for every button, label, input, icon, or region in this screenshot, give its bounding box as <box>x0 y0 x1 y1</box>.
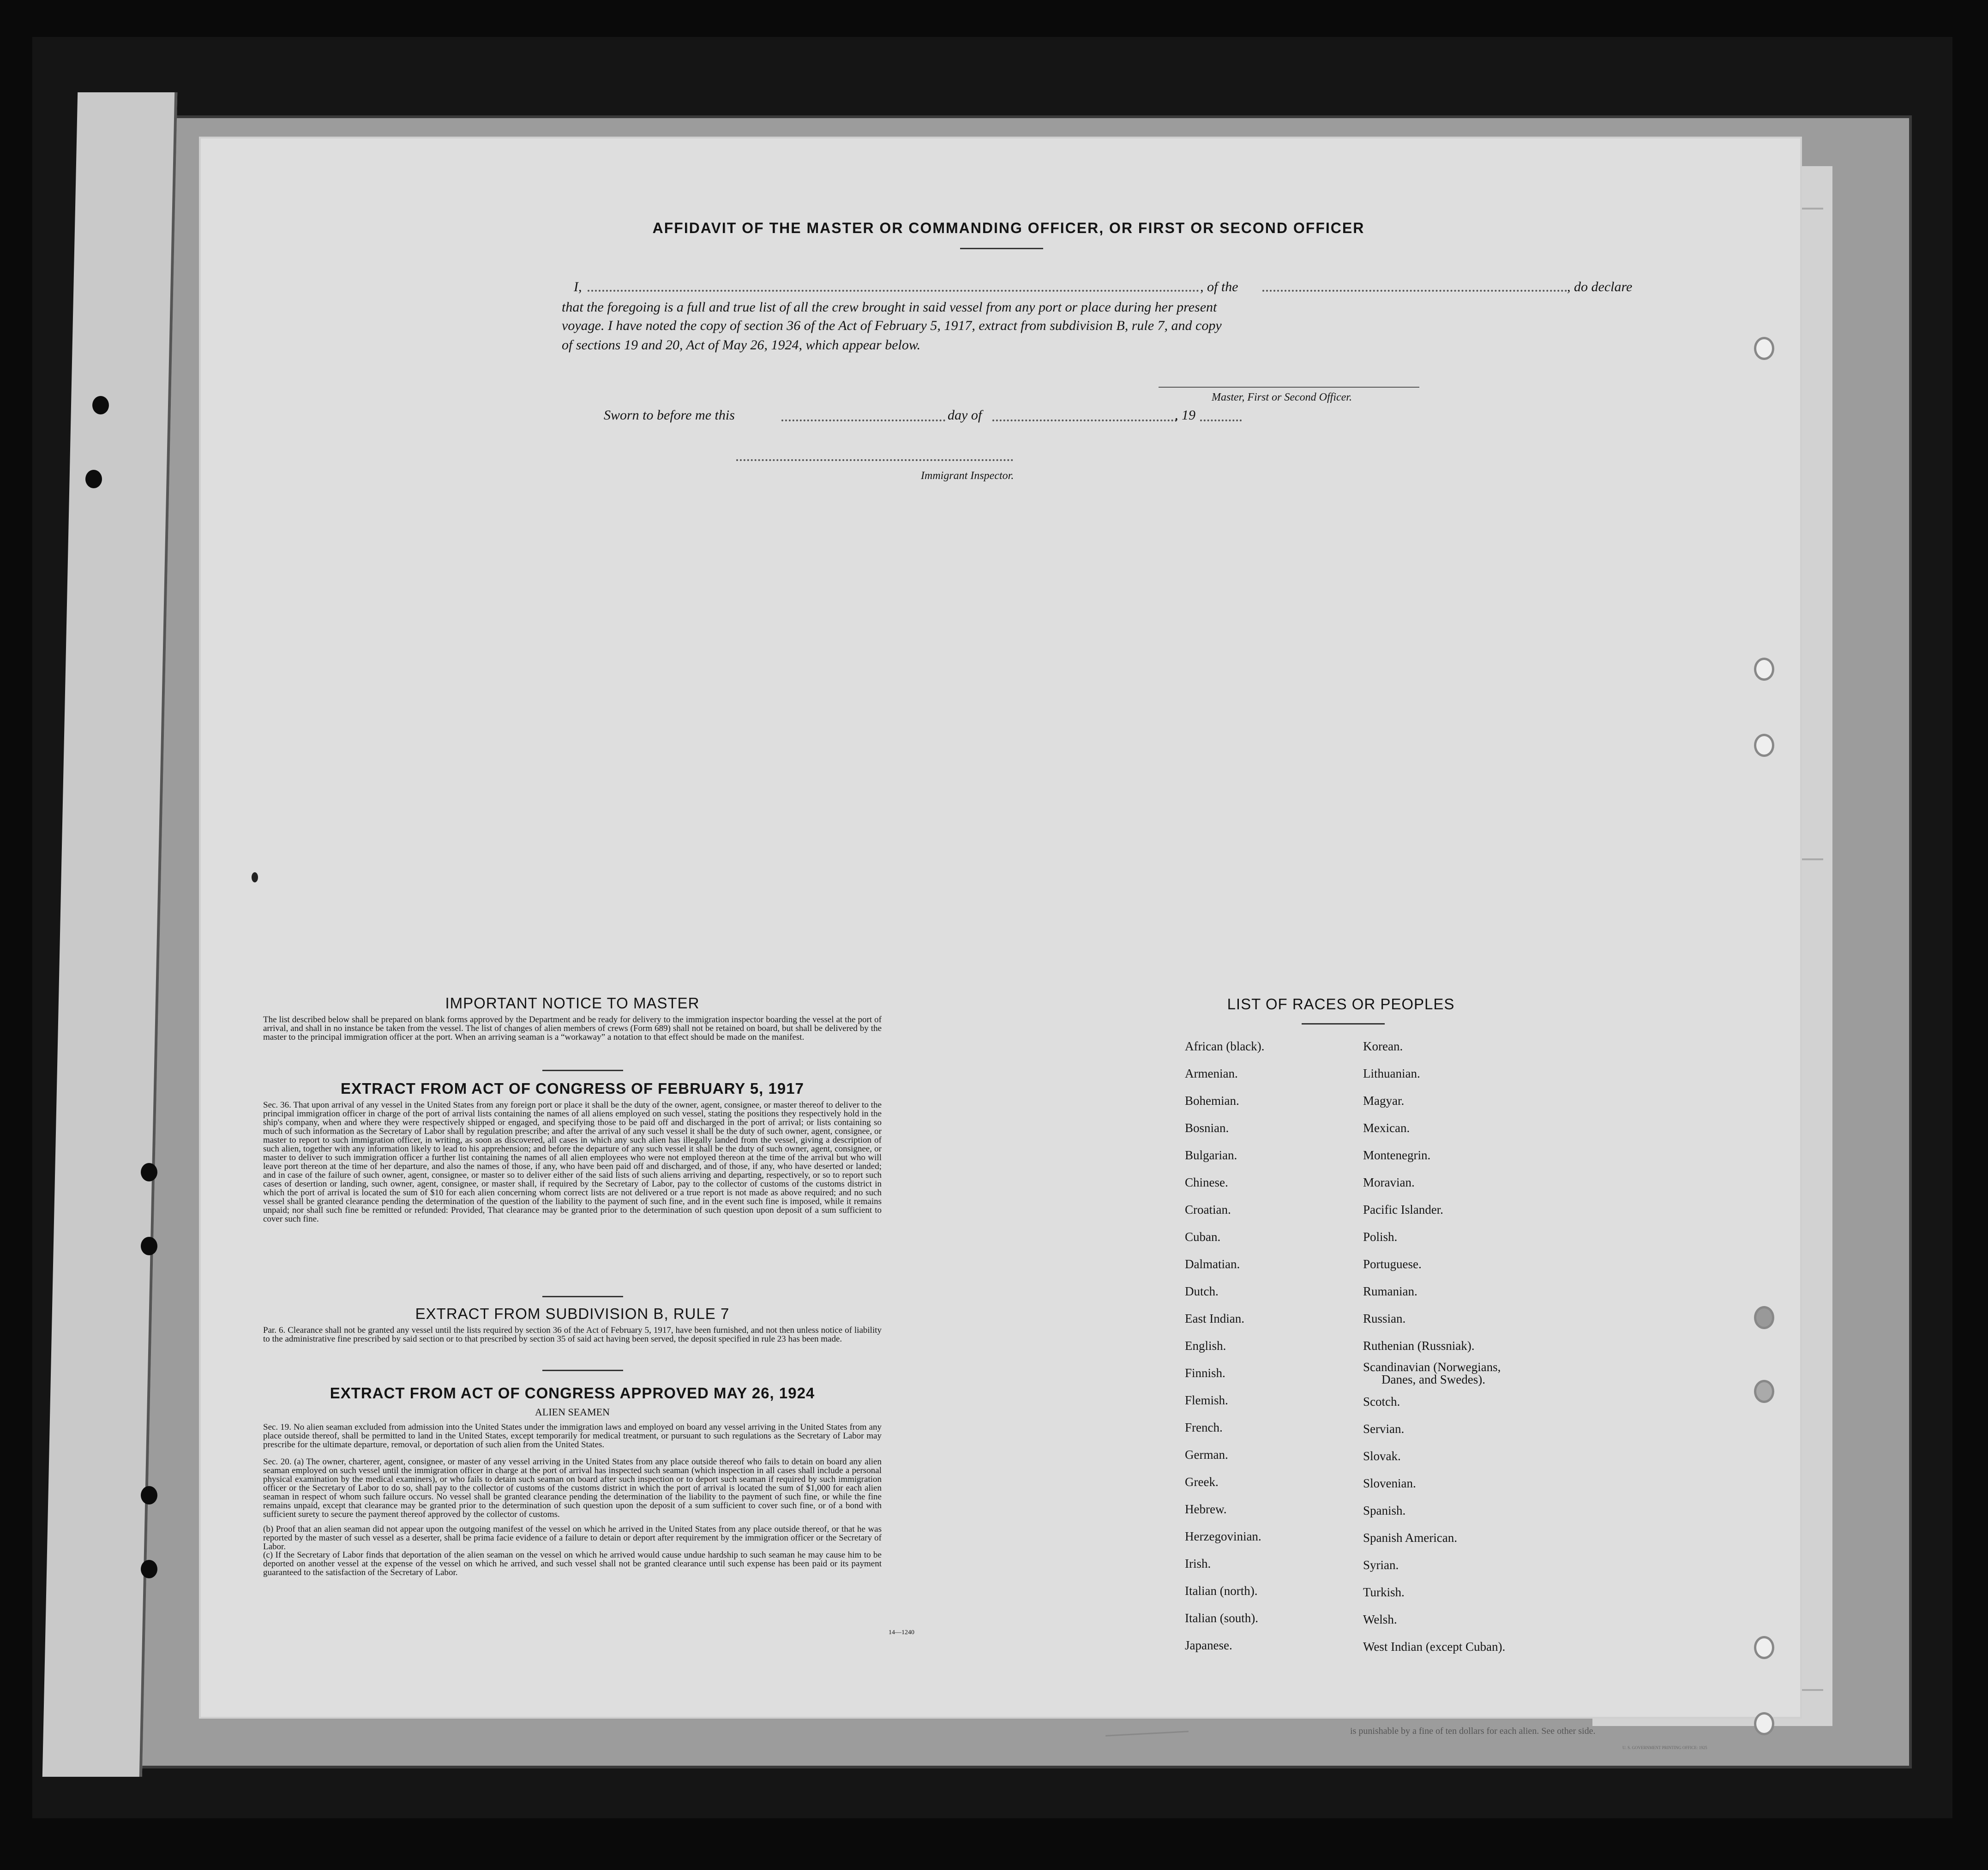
race-item <box>1185 1223 1264 1251</box>
race-item <box>1185 1169 1264 1196</box>
sworn-text: Sworn to before me this <box>604 408 735 423</box>
race-item <box>1185 1441 1264 1468</box>
inspector-caption: Immigrant Inspector. <box>921 470 1014 482</box>
race-label: East Indian. <box>1185 1312 1244 1325</box>
race-label: Chinese. <box>1185 1175 1228 1189</box>
race-item <box>1363 1142 1505 1169</box>
race-item <box>1185 1251 1264 1278</box>
race-item <box>1363 1060 1505 1087</box>
binder-hole <box>92 396 109 414</box>
binder-hole <box>141 1486 157 1504</box>
race-label: German. <box>1185 1448 1228 1462</box>
race-item <box>1185 1387 1264 1414</box>
race-label: Korean. <box>1363 1039 1403 1053</box>
race-label: Slovak. <box>1363 1449 1401 1463</box>
race-label: Magyar. <box>1363 1094 1405 1108</box>
race-item <box>1363 1332 1505 1360</box>
races-rule <box>1302 1023 1385 1025</box>
races-title: LIST OF RACES OR PEOPLES <box>1227 995 1455 1013</box>
sec-20c-text: (c) If the Secretary of Labor finds that deportation of the alien seaman on the vessel on which he arrived would cause undue hardship to such seaman he may cause him to be deported on another vessel at the expense of the vessel on which he arrived, and such vessel shall not be granted clearance until such expense has been paid or its payment guaranteed to the satisfaction of the Secretary of Labor. <box>263 1550 882 1577</box>
race-label: Irish. <box>1185 1557 1211 1570</box>
race-item <box>1363 1388 1505 1415</box>
affidavit-line-3: voyage. I have noted the copy of section 36 of the Act of February 5, 1917, extract from subdivision B, rule 7, and copy <box>562 318 1222 333</box>
race-label: Slovenian. <box>1363 1476 1416 1490</box>
binder-ring <box>1754 658 1774 681</box>
race-item <box>1363 1415 1505 1443</box>
affidavit-of-the: , of the <box>1200 279 1238 294</box>
binder-ring <box>1754 337 1774 360</box>
race-label: Cuban. <box>1185 1230 1221 1244</box>
binder-hole <box>141 1163 157 1181</box>
race-label: African (black). <box>1185 1039 1265 1053</box>
race-label: Pacific Islander. <box>1363 1203 1443 1217</box>
race-item <box>1363 1033 1505 1060</box>
race-label: Syrian. <box>1363 1558 1399 1572</box>
title-rule <box>960 248 1043 249</box>
race-label: Herzegovinian. <box>1185 1529 1261 1543</box>
rule7-title: EXTRACT FROM SUBDIVISION B, RULE 7 <box>415 1305 730 1322</box>
race-item <box>1185 1332 1264 1360</box>
sworn-day-field[interactable] <box>781 420 945 421</box>
race-label: Portuguese. <box>1363 1257 1422 1271</box>
year-text: , 19 <box>1175 408 1195 423</box>
name-field[interactable] <box>588 290 1199 292</box>
race-item <box>1185 1577 1264 1605</box>
race-item <box>1363 1196 1505 1223</box>
race-item <box>1363 1251 1505 1278</box>
binder-ring <box>1754 734 1774 757</box>
race-item <box>1363 1579 1505 1606</box>
race-label: Bosnian. <box>1185 1121 1229 1135</box>
binder-hole <box>141 1560 157 1578</box>
race-label: Croatian. <box>1185 1203 1231 1217</box>
alien-seamen-subtitle: ALIEN SEAMEN <box>535 1406 610 1418</box>
fine-note: is punishable by a fine of ten dollars for each alien. See other side. <box>1350 1726 1596 1736</box>
sec-19-text: Sec. 19. No alien seaman excluded from admission into the United States under the immigration laws and employed on board any vessel arriving in the United States from any place outside thereof, shall be permitted to land in the United States, except temporarily for medical treatment, or pursuant to such regulations as the Secretary of Labor may prescribe for the ultimate departure, removal, or deportation of such alien from the United States. <box>263 1422 882 1450</box>
race-item <box>1185 1414 1264 1441</box>
race-label: Spanish American. <box>1363 1531 1457 1545</box>
race-item <box>1185 1142 1264 1169</box>
race-item <box>1185 1278 1264 1305</box>
race-label: Moravian. <box>1363 1175 1415 1189</box>
race-label: Servian. <box>1363 1422 1405 1436</box>
rule7-rule <box>542 1370 623 1371</box>
race-label: Russian. <box>1363 1312 1406 1325</box>
race-label: Polish. <box>1363 1230 1398 1244</box>
race-item <box>1185 1360 1264 1387</box>
day-of-text: day of <box>948 408 982 423</box>
binder-ring <box>1754 1636 1774 1659</box>
race-item <box>1363 1115 1505 1142</box>
race-item <box>1363 1443 1505 1470</box>
race-item <box>1185 1496 1264 1523</box>
race-label: Scandinavian (Norwegians, <box>1363 1360 1501 1374</box>
race-item <box>1185 1060 1264 1087</box>
race-item <box>1185 1632 1264 1659</box>
affidavit-line-2: that the foregoing is a full and true list of all the crew brought in said vessel from any port or place during her present <box>562 300 1217 315</box>
extract-1917-text: Sec. 36. That upon arrival of any vessel in the United States from any foreign port or place it shall be the duty of the owner, agent, consignee, or master thereof to deliver to the principal immigration officer in charge of the port of arrival lists containing the names of all aliens employed on such vessel, stating the positions they respectively hold in the ship's company, when and where they were respectively shipped or engaged, and specifying those to be paid off and discharged in the port of arrival; or lists containing so much of such information as the Secretary of Labor shall by regulation prescribe; and after the arrival of any such vessel it shall be the duty of such owner, agent, consignee, or master to report to such immigration officer, in writing, as soon as discovered, all cases in which any such alien has illegally landed from the vessel, giving a description of such alien, together with any information likely to lead to his apprehension; and before the departure of any such vessel it shall be the duty of such owner, agent, consignee, or master to deliver to such immigration officer a further list containing the names of all alien employees who were not employed thereon at the time of the arrival but who will leave port thereon at the time of her departure, and also the names of those, if any, who have been paid off and discharged, and of those, if any, who have deserted or landed; and in case of the failure of such owner, agent, consignee, or master so to deliver either of the said lists of such aliens arriving and departing, respectively, or so to report such cases of desertion or landing, such owner, agent, consignee, or master shall, if required by the Secretary of Labor, pay to the collector of customs of the customs district in which the port of arrival is located the sum of $10 for each alien concerning whom correct lists are not delivered or a true report is not made as above required; and no such vessel shall be granted clearance pending the determination of the question of the liability to the payment of such fine, and in the event such fine is imposed, while it remains unpaid; nor shall such fine be remitted or refunded: Provided, That clearance may be granted prior to the determination of such question upon deposit of a sum sufficient to cover such fine. <box>263 1100 882 1224</box>
race-label: Japanese. <box>1185 1638 1232 1652</box>
race-item <box>1185 1087 1264 1115</box>
race-item <box>1363 1305 1505 1332</box>
race-label: Welsh. <box>1363 1612 1397 1626</box>
race-label: Flemish. <box>1185 1393 1228 1407</box>
race-label: Lithuanian. <box>1363 1067 1420 1080</box>
race-label: Bohemian. <box>1185 1094 1239 1108</box>
sec-20a-text: Sec. 20. (a) The owner, charterer, agent, consignee, or master of any vessel arriving in the United States from any place outside thereof who fails to detain on board any alien seaman employed on such vessel until the immigration officer in charge at the port of arrival has inspected such seaman (which inspection in all cases shall include a personal physical examination by the medical examiners), or who fails to detain such seaman on board after such inspection or to deport such seaman if required by such immigration officer or the Secretary of Labor to do so, shall pay to the collector of customs of the customs district in which the port of arrival is located the sum of $1,000 for each alien seaman in respect of whom such failure occurs. No vessel shall be granted clearance pending the determination of the liability to the payment of such fine, or while the fine remains unpaid, except that clearance may be granted prior to the determination of such question upon the deposit of a sum sufficient to cover such fine, or of a bond with sufficient surety to secure the payment thereof approved by the collector of customs. <box>263 1457 882 1519</box>
race-item <box>1185 1033 1264 1060</box>
printer-imprint: U. S. GOVERNMENT PRINTING OFFICE: 1925 <box>1622 1745 1707 1750</box>
race-item <box>1363 1360 1505 1388</box>
binder-hole <box>85 470 102 488</box>
race-label: Hebrew. <box>1185 1502 1227 1516</box>
affidavit-page <box>201 138 1800 1750</box>
affidavit-title: AFFIDAVIT OF THE MASTER OR COMMANDING OFFICER, OR FIRST OR SECOND OFFICER <box>652 220 1365 236</box>
race-item <box>1185 1605 1264 1632</box>
race-item <box>1363 1087 1505 1115</box>
form-number: 14—1240 <box>889 1629 914 1636</box>
race-item <box>1185 1196 1264 1223</box>
race-item <box>1363 1169 1505 1196</box>
extract-1917-rule <box>542 1296 623 1297</box>
race-label: Italian (south). <box>1185 1611 1258 1625</box>
extract-1917-title: EXTRACT FROM ACT OF CONGRESS OF FEBRUARY 5, 1917 <box>341 1080 804 1097</box>
race-item <box>1363 1278 1505 1305</box>
race-label: Scotch. <box>1363 1395 1400 1408</box>
races-column-1 <box>1185 1033 1264 1659</box>
race-label: Rumanian. <box>1363 1284 1417 1298</box>
race-item <box>1363 1470 1505 1497</box>
sworn-month-field[interactable] <box>992 420 1177 421</box>
race-item <box>1363 1552 1505 1579</box>
extract-1924-title: EXTRACT FROM ACT OF CONGRESS APPROVED MAY 26, 1924 <box>330 1385 815 1402</box>
binder-ring <box>1754 1380 1774 1403</box>
race-label: French. <box>1185 1420 1223 1434</box>
master-signature-line[interactable] <box>1159 387 1419 388</box>
ink-mark <box>252 872 258 882</box>
notice-rule <box>542 1070 623 1071</box>
affidavit-line-4: of sections 19 and 20, Act of May 26, 1924, which appear below. <box>562 337 921 353</box>
race-item <box>1363 1223 1505 1251</box>
race-label: Finnish. <box>1185 1366 1225 1380</box>
notice-title: IMPORTANT NOTICE TO MASTER <box>445 995 700 1012</box>
notice-text: The list described below shall be prepared on blank forms approved by the Department and be ready for delivery to the immigration inspector boarding the vessel at the port of arrival, and shall in no instance be taken from the vessel. The list of changes of alien members of crews (Form 689) shall not be retained on board, but shall be delivered by the master to the principal immigration officer at the port. When an arriving seaman is a “workaway” a notation to that effect should be made on the manifest. <box>263 1015 882 1042</box>
race-label-continued: Danes, and Swedes). <box>1381 1373 1485 1386</box>
race-label: Ruthenian (Russniak). <box>1363 1339 1475 1353</box>
race-label: Bulgarian. <box>1185 1148 1237 1162</box>
inspector-signature-line[interactable] <box>736 459 1013 461</box>
race-label: Greek. <box>1185 1475 1219 1489</box>
race-item <box>1185 1305 1264 1332</box>
race-item <box>1185 1550 1264 1577</box>
race-item <box>1363 1633 1505 1660</box>
race-label: Mexican. <box>1363 1121 1410 1135</box>
race-label: Italian (north). <box>1185 1584 1258 1598</box>
race-label: English. <box>1185 1339 1226 1353</box>
race-label: Spanish. <box>1363 1504 1406 1517</box>
race-item <box>1363 1606 1505 1633</box>
race-label: West Indian (except Cuban). <box>1363 1640 1506 1654</box>
race-label: Montenegrin. <box>1363 1148 1431 1162</box>
binder-hole <box>141 1237 157 1255</box>
affidavit-declare: , do declare <box>1567 279 1633 294</box>
vessel-field[interactable] <box>1262 290 1567 292</box>
affidavit-i: I, <box>574 279 582 294</box>
rule7-text: Par. 6. Clearance shall not be granted any vessel until the lists required by section 36 of the Act of February 5, 1917, have been furnished, and not then unless notice of liability to the administrative fine prescribed by said section or to that prescribed by section 35 of said act having been served, the deposit specified in rule 23 has been made. <box>263 1325 882 1344</box>
race-label: Armenian. <box>1185 1067 1238 1080</box>
race-item <box>1363 1497 1505 1524</box>
race-label: Dutch. <box>1185 1284 1219 1298</box>
races-column-2 <box>1363 1033 1505 1660</box>
race-label: Dalmatian. <box>1185 1257 1240 1271</box>
race-item <box>1363 1524 1505 1552</box>
race-label: Turkish. <box>1363 1585 1405 1599</box>
race-item <box>1185 1523 1264 1550</box>
race-item <box>1185 1468 1264 1496</box>
race-item <box>1185 1115 1264 1142</box>
master-caption: Master, First or Second Officer. <box>1212 391 1352 403</box>
sec-20b-text: (b) Proof that an alien seaman did not appear upon the outgoing manifest of the vessel on which he arrived in the United States from any place outside thereof, or that he was reported by the master of such vessel as a deserter, shall be prima facie evidence of a failure to detain or deport after requirement by the immigration officer or the Secretary of Labor. <box>263 1524 882 1552</box>
sworn-year-field[interactable] <box>1200 420 1242 421</box>
binder-ring <box>1754 1306 1774 1329</box>
